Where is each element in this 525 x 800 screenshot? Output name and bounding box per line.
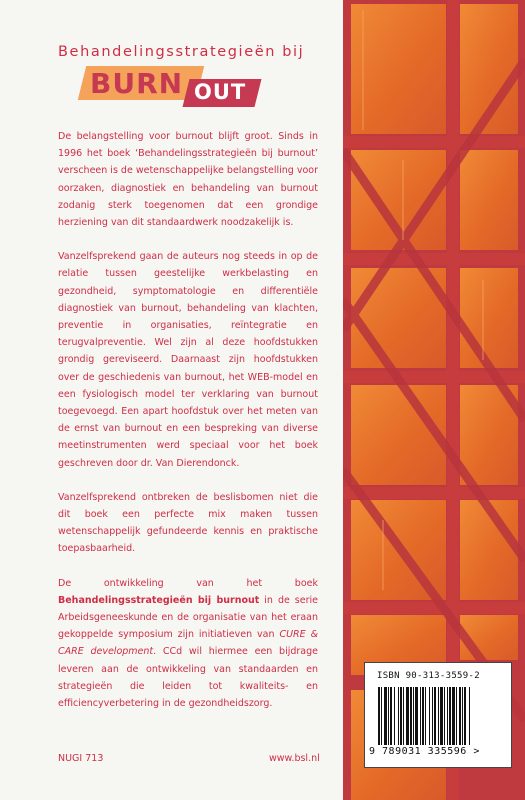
p4-text-a: De ontwikkeling van het boek bbox=[58, 577, 318, 589]
blurb bbox=[58, 128, 318, 729]
isbn-barcode bbox=[364, 662, 512, 768]
blurb-paragraph-2: Vanzelfsprekend gaan de auteurs nog steeds in op de relatie tussen geestelijke werkbelasting en gezondheid, symptomatologie en differentiële diagnostiek van burnout, behandeling van klachten, preventie in organisaties, reïntegratie en terugvalpreventie. Wel zijn al deze hoofdstukken grondig gereviseerd. Daarnaast zijn hoofdstukken over de geschiedenis van burnout, het WEB-model en een fysiologisch model ter verklaring van burnout toegevoegd. Een apart hoofdstuk over het meten van de ernst van burnout en een bespreking van diverse meetinstrumenten werd speciaal voor het boek geschreven door dr. Van Dierendonck. bbox=[58, 251, 318, 469]
nugi-code: NUGI 713 bbox=[58, 753, 104, 764]
burnout-logo bbox=[82, 66, 262, 108]
barcode-number: 9 789031 335596 > bbox=[369, 746, 480, 757]
p4-text-c: . CCd wil hiermee een bijdrage leveren aan de ontwikkeling van standaarden en strategieën die leiden tot kwaliteits- en efficiencyverbetering in de gezondheidszorg. bbox=[58, 646, 318, 710]
p4-book-title: Behandelingsstrategieën bij burnout bbox=[58, 594, 260, 606]
p4-text-b: in de serie Arbeidsgeneeskunde en de organisatie van het eraan gekoppelde symposium zijn initiatieven van bbox=[58, 594, 318, 641]
blurb-paragraph-4 bbox=[58, 575, 318, 713]
blurb-paragraph-1: De belangstelling voor burnout blijft groot. Sinds in 1996 het boek ‘Behandelingsstrategieën bij burnout’ verscheen is de wetenschappelijke belangstelling voor oorzaken, diagnostiek en behandeling van burnout zodanig sterk toegenomen dat een grondige herziening van dit standaardwerk noodzakelijk is. bbox=[58, 131, 318, 229]
logo-out-text: OUT bbox=[194, 80, 247, 104]
publisher-url: www.bsl.nl bbox=[269, 753, 320, 764]
blurb-paragraph-3: Vanzelfsprekend ontbreken de beslisbomen niet die dit boek een perfecte mix maken tussen wetenschappelijk gefundeerde kennis en praktische toepasbaarheid. bbox=[58, 491, 318, 555]
barcode-bars bbox=[378, 687, 498, 745]
isbn-text: ISBN 90-313-3559-2 bbox=[377, 671, 480, 681]
p4-organization: CURE & CARE development bbox=[58, 629, 318, 658]
series-title: Behandelingsstrategieën bij bbox=[58, 44, 305, 60]
logo-burn-text: BURN bbox=[90, 67, 184, 100]
